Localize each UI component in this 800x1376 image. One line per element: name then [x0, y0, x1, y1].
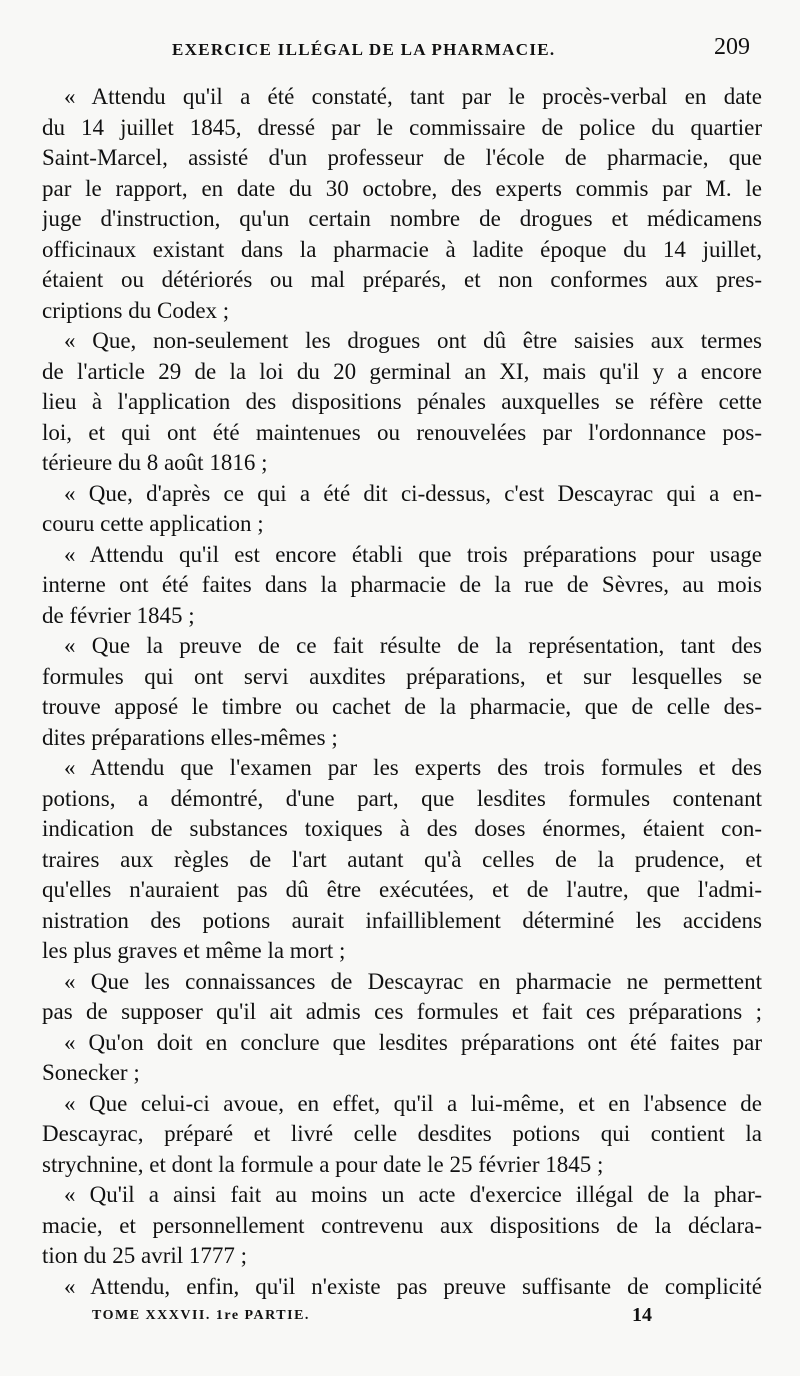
text-line: traires aux règles de l'art autant qu'à celles de la prudence, et — [42, 846, 762, 872]
text-line: « Attendu que l'examen par les experts des trois formules et des — [64, 755, 762, 780]
text-line: « Que, d'après ce qui a été dit ci-dessus, c'est Descayrac qui a en- — [64, 480, 762, 506]
text-line: Descayrac, préparé et livré celle desdites potions qui contient la — [42, 1121, 762, 1146]
text-line: « Attendu qu'il est encore établi que trois préparations pour usage — [64, 541, 762, 567]
text-line: du 14 juillet 1845, dressé par le commissaire de police du quartier — [42, 114, 762, 140]
text-line: qu'elles n'auraient pas dû être exécutées, et de l'autre, que l'admi- — [42, 877, 762, 902]
text-line: indication de substances toxiques à des doses énormes, étaient con- — [42, 816, 762, 841]
text-line: de février 1845 ; — [42, 602, 195, 628]
text-line: « Que celui-ci avoue, en effet, qu'il a lui-même, et en l'absence de — [64, 1090, 762, 1116]
text-line: « Qu'il a ainsi fait au moins un acte d'exercice illégal de la phar- — [64, 1182, 762, 1207]
text-line: dites préparations elles-mêmes ; — [42, 724, 338, 750]
text-line: officinaux existant dans la pharmacie à ladite époque du 14 juillet, — [42, 236, 762, 262]
text-line: pas de supposer qu'il ait admis ces formules et fait ces préparations ; — [42, 999, 762, 1024]
text-line: trouve apposé le timbre ou cachet de la pharmacie, que de celle des- — [42, 694, 762, 719]
text-line: criptions du Codex ; — [42, 297, 230, 323]
text-line: « Que, non-seulement les drogues ont dû être saisies aux termes — [64, 328, 762, 353]
text-line: lieu à l'application des dispositions pénales auxquelles se réfère cette — [42, 389, 762, 414]
text-line: « Que la preuve de ce fait résulte de la représentation, tant des — [64, 633, 762, 658]
text-line: étaient ou détériorés ou mal préparés, et non conformes aux pres- — [42, 267, 762, 292]
running-head-title: EXERCICE ILLÉGAL DE LA PHARMACIE. — [172, 40, 556, 59]
text-line: Saint-Marcel, assisté d'un professeur de l'école de pharmacie, que — [42, 145, 762, 170]
text-line: « Attendu qu'il a été constaté, tant par le procès-verbal en date — [64, 84, 762, 109]
text-line: Sonecker ; — [42, 1060, 140, 1085]
text-line: couru cette application ; — [42, 511, 264, 536]
volume-signature: TOME XXXVII. 1re PARTIE. — [92, 1308, 310, 1323]
text-line: nistration des potions aurait infailliblement déterminé les accidens — [42, 907, 762, 933]
text-line: tion du 25 avril 1777 ; — [42, 1243, 248, 1268]
text-line: « Que les connaissances de Descayrac en pharmacie ne permettent — [64, 968, 762, 994]
text-line: strychnine, et dont la formule a pour date le 25 février 1845 ; — [42, 1151, 604, 1177]
text-line: juge d'instruction, qu'un certain nombre de drogues et médicamens — [42, 206, 762, 231]
body-text — [42, 82, 762, 1302]
text-line: par le rapport, en date du 30 octobre, des experts commis par M. le — [42, 175, 762, 201]
page-number: 209 — [714, 34, 750, 60]
gathering-signature: 14 — [632, 1304, 652, 1326]
text-line: interne ont été faites dans la pharmacie de la rue de Sèvres, au mois — [42, 572, 762, 597]
running-head — [50, 30, 750, 70]
text-line: « Attendu, enfin, qu'il n'existe pas preuve suffisante de complicité — [64, 1273, 762, 1299]
text-line: formules qui ont servi auxdites préparations, et sur lesquelles se — [42, 663, 762, 689]
text-line: de l'article 29 de la loi du 20 germinal an XI, mais qu'il y a encore — [42, 358, 762, 384]
text-line: loi, et qui ont été maintenues ou renouvelées par l'ordonnance pos- — [42, 419, 762, 445]
text-line: térieure du 8 août 1816 ; — [42, 450, 268, 475]
page-footer — [92, 1302, 652, 1332]
text-line: « Qu'on doit en conclure que lesdites préparations ont été faites par — [64, 1029, 762, 1055]
text-line: potions, a démontré, d'une part, que lesdites formules contenant — [42, 785, 762, 811]
text-line: macie, et personnellement contrevenu aux dispositions de la déclara- — [42, 1212, 762, 1238]
text-line: les plus graves et même la mort ; — [42, 938, 346, 963]
